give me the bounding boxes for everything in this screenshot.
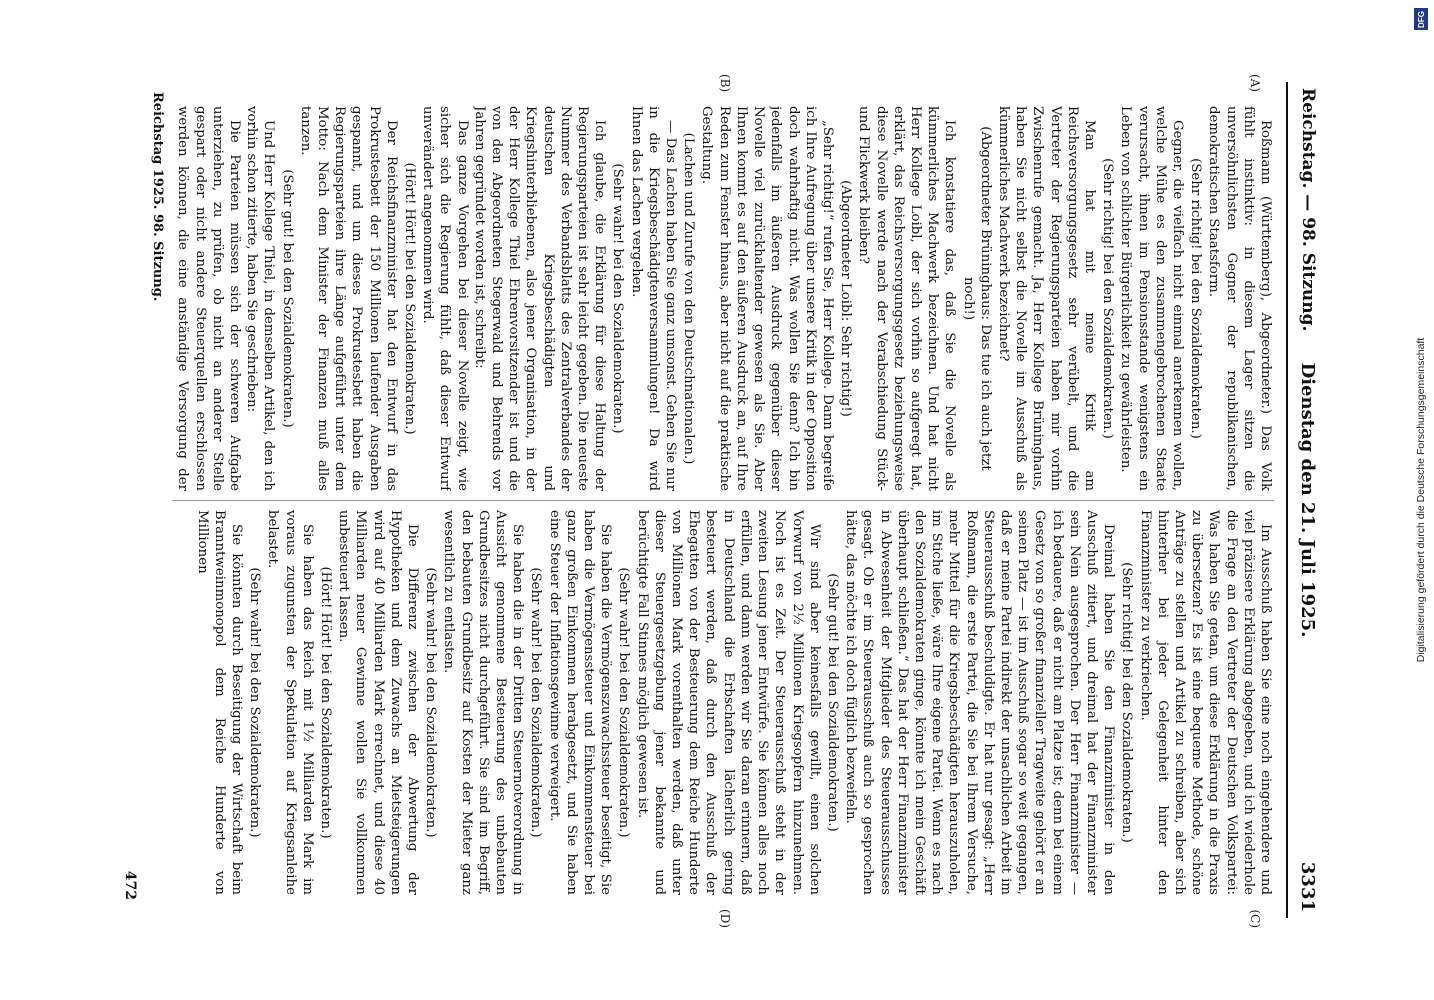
paragraph: (Sehr richtig! bei den Sozialdemokraten.) xyxy=(1100,158,1116,439)
paragraph: (Abgeordneter Brüninghaus: Das tue ich auch jetzt noch!) xyxy=(960,126,993,471)
column-separator xyxy=(172,500,1274,501)
paragraph: (Sehr wahr! bei den Sozialdemokraten.) xyxy=(528,567,544,838)
paragraph: (Hört! Hört! bei den Sozialdemokraten.) xyxy=(402,162,418,435)
paragraph: Roßmann (Württemberg), Abgeordneter.) Das Volk fühlt instinktiv: in diesem Lager sitzen die unversöhnlichsten Gegner der republikanischen, demokratischen Staatsform. xyxy=(1206,106,1273,491)
paragraph: Sie könnten durch Beseitigung der Wirtschaft beim Branntweinmonopol dem Reiche Hunderte von Millionen xyxy=(194,510,245,895)
paragraph: (Sehr richtig! bei den Sozialdemokraten.) xyxy=(1188,158,1204,439)
paragraph: Die Differenz zwischen der Abwertung der Hypotheken und dem Zuwachs an Mietsteigerungen wird auf 40 Milliarden Mark errechnet, und diese 40 Milliarden neuer Gewinne wollen Sie vollkommen unbesteuert lassen. xyxy=(336,510,421,895)
paragraph: Die Parteien müssen sich der schweren Aufgabe unterziehen, zu prüfen, ob nicht an anderer Stelle gespart oder nicht andere Steuerquellen erschlossen werden können, die eine anständige Versorgung der xyxy=(175,106,243,491)
dfg-logo-text: DFG xyxy=(1416,10,1426,28)
paragraph: (Sehr gut! bei den Sozialdemokraten.) xyxy=(279,169,295,428)
paragraph: — Das Lachen haben Sie ganz umsonst. Gehen Sie nur in die Kriegsbeschädigtenversammlungen! Da wird Ihnen das Lachen vergehen. xyxy=(628,106,679,491)
text-column-left xyxy=(172,106,1274,491)
margin-letter-a: (A) xyxy=(1248,74,1262,93)
page-header xyxy=(1292,70,1318,930)
paragraph: (Abgeordneter Loibl: Sehr richtig!) xyxy=(838,180,854,417)
margin-letter-b: (B) xyxy=(718,74,732,93)
paragraph: Im Ausschuß haben Sie eine noch eingehendere und viel präzisere Erklärung abgegeben, und ich wiederhole die Frage an den Vertreter der Deutschen Volkspartei: Was haben Sie getan, um diese Erklärung in die Praxis zu übersetzen? Es ist eine bequeme Methode, schöne Anträge zu stellen und Artikel zu schreiben, aber sich hinterher bei jeder Gelegenheit hinter den Finanzminister zu verkriechen. xyxy=(1137,510,1273,895)
paragraph: „Sehr richtig!“ rufen Sie, Herr Kollege. Dann begreife ich Ihre Aufregung über unsere Kritik in der Opposition doch wahrhaftig nicht. Was wollen Sie denn? Ich bin jedenfalls im äußeren Ausdruck gegenüber dieser Novelle viel zurückhaltender gewesen als Sie. Aber Ihnen kommt es auf den äußeren Ausdruck an, auf Ihre Reden zum Fenster hinaus, aber nicht auf die praktische Gestaltung. xyxy=(699,106,835,491)
header-date: Dienstag den 21. Juli 1925. xyxy=(1297,362,1318,638)
attribution-text: Digitalisierung gefördert durch die Deutsche Forschungsgemeinschaft xyxy=(1415,337,1427,663)
paragraph: (Lachen und Zurufe von den Deutschnationalen.) xyxy=(681,132,697,465)
paragraph: (Sehr wahr! bei den Sozialdemokraten.) xyxy=(423,567,439,838)
paragraph: Ich konstatiere das, daß Sie die Novelle als kümmerliches Machwerk bezeichnen. Und hat nicht Herr Kollege Loibl, der sich vorhin so aufgeregt hat, erklärt, das Reichsversorgungsgesetz beziehungsweise diese Novelle werde nach der Verabschiedung Stück- und Flickwerk bleiben? xyxy=(856,106,958,491)
dfg-logo xyxy=(1414,8,1428,30)
paragraph: Dreimal haben Sie den Finanzminister in den Ausschuß zitiert, und dreimal hat der Finanzminister sein Nein ausgesprochen. Der Herr Finanzminister — ich bedauere, daß er nicht am Platze ist; denn bei einem Gesetz von so großer finanzieller Tragweite gehört er an seinen Platz — ist im Ausschuß sogar so weit gegangen, daß er meine Partei indirekt der unsachlichen Arbeit im Steuerausschuß beschuldigte. Er hat nur gesagt: „Herr Roßmann, die erste Partei, die Sie bei Ihrem Versuche, mehr Mittel für die Kriegsbeschädigten herauszuholen, im Stiche ließe, wäre Ihre eigene Partei. Wenn es nach den Sozialdemokraten ginge, könnte ich mein Geschäft überhaupt schließen.“ Das hat der Herr Finanzminister in Abwesenheit der Mitglieder des Steuerausschusses gesagt. Ob er im Steuerausschuß auch so gesprochen hätte, das möchte ich doch füglich bezweifeln. xyxy=(843,510,1117,895)
paragraph: Das ganze Vorgehen bei dieser Novelle zeigt, wie sicher sich die Regierung fühlt, daß dieser Entwurf unverändert angenommen wird. xyxy=(420,106,470,491)
margin-letter-c: (C) xyxy=(1248,909,1262,928)
paragraph: Der Reichsfinanzminister hat den Entwurf in das Prokrustesbett der 150 Millionen laufender Ausgaben gespannt, und um dieses Prokrustesbett haben die Regierungsparteien ihre Länge aufgeführt unter dem Motto: Nach dem Minister der Finanzen muß alles tanzen. xyxy=(297,106,399,491)
header-rule xyxy=(1286,82,1288,918)
page-number: 3331 xyxy=(1297,861,1318,912)
paragraph: (Hört! Hört! bei den Sozialdemokraten.) xyxy=(318,566,334,839)
paragraph: (Sehr richtig! bei den Sozialdemokraten.) xyxy=(1119,562,1135,843)
paragraph: (Sehr wahr! bei den Sozialdemokraten.) xyxy=(247,567,263,838)
paragraph: (Sehr wahr! bei den Sozialdemokraten.) xyxy=(610,163,626,434)
paragraph: Wir sind aber keinesfalls gewillt, einen solchen Vorwurf von 2½ Millionen Kriegsopfern hinzunehmen. Noch ist es Zeit. Der Steuerausschuß steht in der zweiten Lesung jener Entwürfe. Sie können alles noch erfüllen, und dann werden wir Sie daran erinnern, daß in Deutschland die Erbschaften lächerlich gering besteuert werden, daß durch den Ausschuß der Ehegatten von der Besteuerung dem Reiche Hunderte von Millionen Mark vorenthalten werden, daß unter dieser Steuergesetzgebung jener bekannte und berüchtigte Fall Stinnes möglich gewesen ist. xyxy=(634,510,822,895)
text-column-right xyxy=(172,510,1274,895)
paragraph: (Sehr wahr! bei den Sozialdemokraten.) xyxy=(616,567,632,838)
paragraph: Sie haben die Vermögenszuwachssteuer beseitigt, Sie haben die Vermögenssteuer und Einkommensteuer bei ganz großen Einkommen herabgesetzt, und Sie haben eine Steuer der Inflationsgewinne verweigert. xyxy=(546,510,614,895)
paragraph: Man hat mit meine Kritik am Reichsversorgungsgesetz sehr verübelt, und die Vertreter der Regierungsparteien haben mir vorhin Zwischenrufe gemacht. Ja, Herr Kollege Brüninghaus, haben Sie nicht selbst die Novelle im Ausschuß als kümmerliches Machwerk bezeichnet? xyxy=(995,106,1097,491)
paragraph: Und Herr Kollege Thiel, in demselben Artikel, den ich vorhin schon zitierte, haben Sie geschrieben: xyxy=(244,106,277,491)
footer-sheet-number: 472 xyxy=(122,870,138,900)
paragraph: Ich glaube, die Erklärung für diese Haltung der Regierungsparteien ist sehr leicht gegeben. Die neueste Nummer des Verbandsblatts des Zentralverbandes der deutschen Kriegsbeschädigten und Kriegshinterbliebenen, also jener Organisation, in der der Herr Kollege Thiel Ehrenvorsitzender ist und die von den Abgeordneten Stegerwald und Behrends vor Jahren gegründet worden ist, schreibt: xyxy=(471,106,608,491)
header-left: Reichstag. — 98. Sitzung. xyxy=(1298,88,1318,332)
document-page xyxy=(102,70,1332,930)
paragraph: Gegner, die vielfach nicht einmal anerkennen wollen, welche Mühe es den zusammengebrochenen Staate verursacht, ihnen im Pensionsstande wenigstens ein Leben von schlichter Bürgerlichkeit zu gewährleisten. xyxy=(1118,106,1185,491)
footer-left: Reichstag 1925. 98. Sitzung. xyxy=(150,92,165,302)
digitization-attribution xyxy=(1410,0,1432,1000)
paragraph: (Sehr gut! bei den Sozialdemokraten.) xyxy=(824,573,840,832)
margin-letter-d: (D) xyxy=(718,909,732,928)
paragraph: Sie haben die in der Dritten Steuernotverordnung in Aussicht genommene Besteuerung des unbebauten Grundbesitzes nicht durchgeführt. Sie sind im Begriff, den bebauten Grundbesitz auf Kosten der Mieter ganz wesentlich zu entlasten. xyxy=(441,510,526,895)
paragraph: Sie haben das Reich mit 1½ Milliarden Mark im voraus zugunsten der Spekulation auf Kriegsanleihe belastet. xyxy=(265,510,315,895)
